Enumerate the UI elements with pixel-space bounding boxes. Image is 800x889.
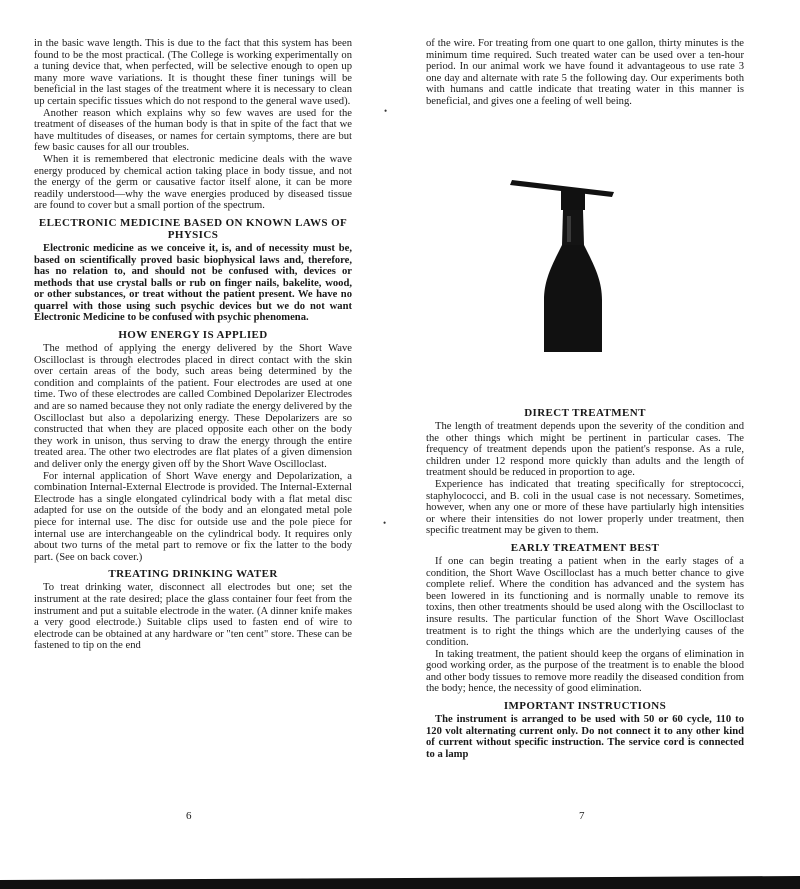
heading-important-instructions: IMPORTANT INSTRUCTIONS xyxy=(503,700,667,713)
page-number-right: 7 xyxy=(579,810,585,822)
bottle-photo xyxy=(426,170,744,360)
left-paragraph-1: in the basic wave length. This is due to the fact that this system has been found to be the most practical. (The College is working experimentally on a tuning device that, when perfected, will be selective enough to open up many more wave variations. It is thought these finer tunings will be beneficial in the last stages of the treatment where it is necessary to clean up certain specific tissues which do not respond to the general wave used). xyxy=(34,38,352,107)
right-paragraph-1: of the wire. For treating from one quart to one gallon, thirty minutes is the minimum time required. Such treated water can be used over a ten-hour period. In our animal work we have found it advantageous to use rate 3 one day and alternate with rate 5 the following day. Our experiments both with humans and cattle indicate that treating water in this manner is beneficial, and gives one a feeling of well being. xyxy=(426,38,744,107)
right-page-lower xyxy=(426,402,744,760)
bottle-neck xyxy=(562,210,584,245)
heading-electronic-medicine: ELECTRONIC MEDICINE BASED ON KNOWN LAWS OF PHYSICS xyxy=(38,216,348,241)
left-paragraph-3: When it is remembered that electronic medicine deals with the wave energy produced by chemical action taking place in body tissue, and not the energy of the germ or causative factor itself alone, it can be more readily understood—why the wave energies produced by diseased tissue are found to cover but a small portion of the spectrum. xyxy=(34,153,352,212)
scan-edge-bar xyxy=(0,874,800,889)
heading-how-energy-applied: HOW ENERGY IS APPLIED xyxy=(118,329,268,342)
right-paragraph-6: The instrument is arranged to be used with 50 or 60 cycle, 110 to 120 volt alternating current only. Do not connect it to any other kind of current without specific instruction. The service cord is connected to a lamp xyxy=(426,714,744,760)
speck-1: • xyxy=(384,106,388,116)
left-paragraph-6: For internal application of Short Wave energy and Depolarization, a combination Internal-External Electrode is provided. The Internal-External Electrode has a single elongated cylindrical body with a flat metal disc adapted for use on the outside of the body and an elongated metal pole piece for internal use. The disc for outside use and the pole piece for internal use are interchangeable on the cylindrical body. It requires only about two turns of the metal part to remove or fix the latter to the body part. (See on back cover.) xyxy=(34,470,352,563)
heading-early-treatment: EARLY TREATMENT BEST xyxy=(510,541,660,554)
bottle-highlight xyxy=(567,216,571,242)
left-paragraph-7: To treat drinking water, disconnect all electrodes but one; set the instrument at the rate desired; place the glass container four feet from the instrument and put a suitable electrode in the water. (A dinner knife makes a very good electrode.) Suitable clips used to fasten end of wire to electrode can be obtained at any hardware or "ten cent" store. These can be fastened to tip on the end xyxy=(34,582,352,652)
bottle-cap xyxy=(561,190,585,210)
right-paragraph-4: If one can begin treating a patient when in the early stages of a condition, the Short Wave Oscilloclast has a much better chance to give complete relief. Where the condition has advanced and the system has been lowered in its functioning and is normally unable to remove its toxins, then other treatments should be used along with the Oscilloclast to insure results. The particular function of the Short Wave Oscilloclast treatment is to right the things which are the underlying causes of the condition. xyxy=(426,555,744,649)
right-paragraph-3: Experience has indicated that treating specifically for streptococci, staphylococci, and B. coli in the usual case is not necessary. Sometimes, however, when any one or more of these have partiularly high intensities or where their intensities do not lower properly under treatment, then specific treatment may be given to them. xyxy=(426,478,744,537)
left-paragraph-2: Another reason which explains why so few waves are used for the treatment of diseases of the human body is that in spite of the fact that we have multitudes of diseases, or names for certain symptoms, there are but few basic causes for all our troubles. xyxy=(34,107,352,154)
right-paragraph-2: The length of treatment depends upon the severity of the condition and the other things which might be pertinent in particular cases. The frequency of treatment depends upon the patient's response. As a rule, children under 12 respond more quickly than adults and the length of treatment should be reduced in proportion to age. xyxy=(426,421,744,479)
heading-treating-drinking-water: TREATING DRINKING WATER xyxy=(108,568,278,581)
heading-direct-treatment: DIRECT TREATMENT xyxy=(524,407,646,419)
left-paragraph-4-bold: Electronic medicine as we conceive it, is, and of necessity must be, based on scientifically proved basic biophysical laws and, therefore, has no relation to, and should not be confused with, devices or methods that use crystal balls or rub on finger nails, bakelite, wood, or other substances, or treat without the patient present. We have no quarrel with those using such psychic devices but we do not want Electronic Medicine to be confused with psychic phenomena. xyxy=(34,242,352,324)
bottle-illustration xyxy=(426,170,744,360)
right-page xyxy=(426,38,744,108)
speck-2: • xyxy=(383,518,387,528)
right-paragraph-5: In taking treatment, the patient should keep the organs of elimination in good working order, as the purpose of the treatment is to enable the blood and other body tissues to remove more readily the diseased condition from the body; hence, the necessity of good elimination. xyxy=(426,648,744,695)
page-number-left: 6 xyxy=(186,810,192,822)
left-page xyxy=(34,38,352,652)
bottle-body xyxy=(544,245,602,352)
left-paragraph-5: The method of applying the energy delivered by the Short Wave Oscilloclast is through electrodes placed in direct contact with the skin over certain areas of the body, such areas being determined by the condition and complaints of the patient. Four electrodes are used at one time. Two of these electrodes are called Combined Depolarizer Electrodes and are so named because they not only radiate the energy delivered by the Oscilloclast but also a depolarizing energy. These Depolarizers are so constructed that when they are placed opposite each other on the body they work in unison, thus serving to draw the energy through the entire treated area. The other two electrodes are flat plates of a given dimension and deliver only the energy given off by the Short Wave Oscilloclast. xyxy=(34,343,352,470)
